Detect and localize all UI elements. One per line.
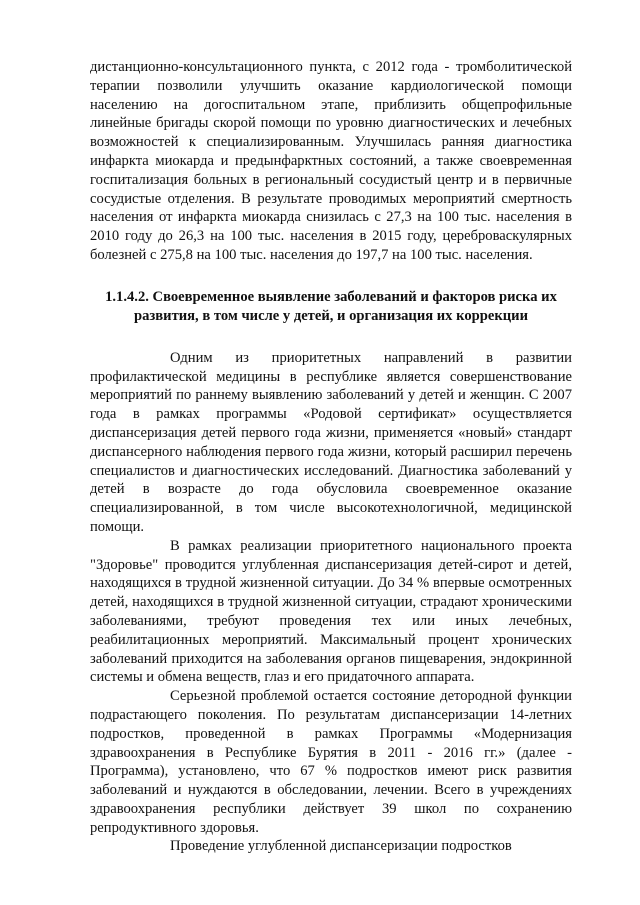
paragraph-reproductive-health: Серьезной проблемой остается состояние детородной функции подрастающего поколения. По результатам диспансеризации 14-летних подростков, проведенной в рамках Программы «Модернизация здравоохранения в Республике Бурятия в 2011 - 2016 гг.» (далее - Программа), установлено, что 67 % подростков имеют риск развития заболеваний и нуждаются в обследовании, лечении. Всего в учреждениях здравоохранения республики действует 39 школ по сохранению репродуктивного здоровья. (90, 688, 572, 836)
paragraph-health-project: В рамках реализации приоритетного национального проекта "Здоровье" проводится углубленная диспансеризация детей-сирот и детей, находящихся в трудной жизненной ситуации. До 34 % впервые осмотренных детей, находящихся в трудной жизненной ситуации, страдают хроническими заболеваниями, требуют проведения тех или иных лечебных, реабилитационных мероприятий. Максимальный процент хронических заболеваний приходится на заболевания органов пищеварения, эндокринной системы и обмена веществ, глаз и его придаточного аппарата. (90, 537, 572, 686)
paragraph-continued: дистанционно-консультационного пункта, с 2012 года - тромболитической терапии позволили улучшить оказание кардиологической помощи населению на догоспитальном этапе, приблизить общепрофильные линейные бригады скорой помощи по уровню диагностических и лечебных возможностей к специализированным. Улучшилась ранняя диагностика инфаркта миокарда и предынфарктных состояний, а также своевременная госпитализация больных в региональный сосудистый центр и в первичные сосудистые отделения. В результате проводимых мероприятий смертность населения от инфаркта миокарда снизилась с 27,3 на 100 тыс. населения в 2010 году до 26,3 на 100 тыс. населения в 2015 году, цереброваскулярных болезней с 275,8 на 100 тыс. населения до 197,7 на 100 тыс. населения. (90, 59, 572, 263)
section-heading: 1.1.4.2. Своевременное выявление заболеваний и факторов риска их развития, в том числе у детей, и организация их коррекции (105, 288, 557, 325)
paragraph-teen-screening: Проведение углубленной диспансеризации подростков (170, 838, 512, 855)
paragraph-early-detection: Одним из приоритетных направлений в развитии профилактической медицины в республике является совершенствование мероприятий по раннему выявлению заболеваний у детей и женщин. С 2007 года в рамках программы «Родовой сертификат» осуществляется диспансеризация детей первого года жизни, применяется «новый» стандарт диспансерного наблюдения первого года жизни, который расширил перечень специалистов и диагностических исследований. Диагностика заболеваний у детей в возрасте до года обусловила своевременное оказание специализированной, в том числе высокотехнологичной, медицинской помощи. (90, 349, 572, 535)
